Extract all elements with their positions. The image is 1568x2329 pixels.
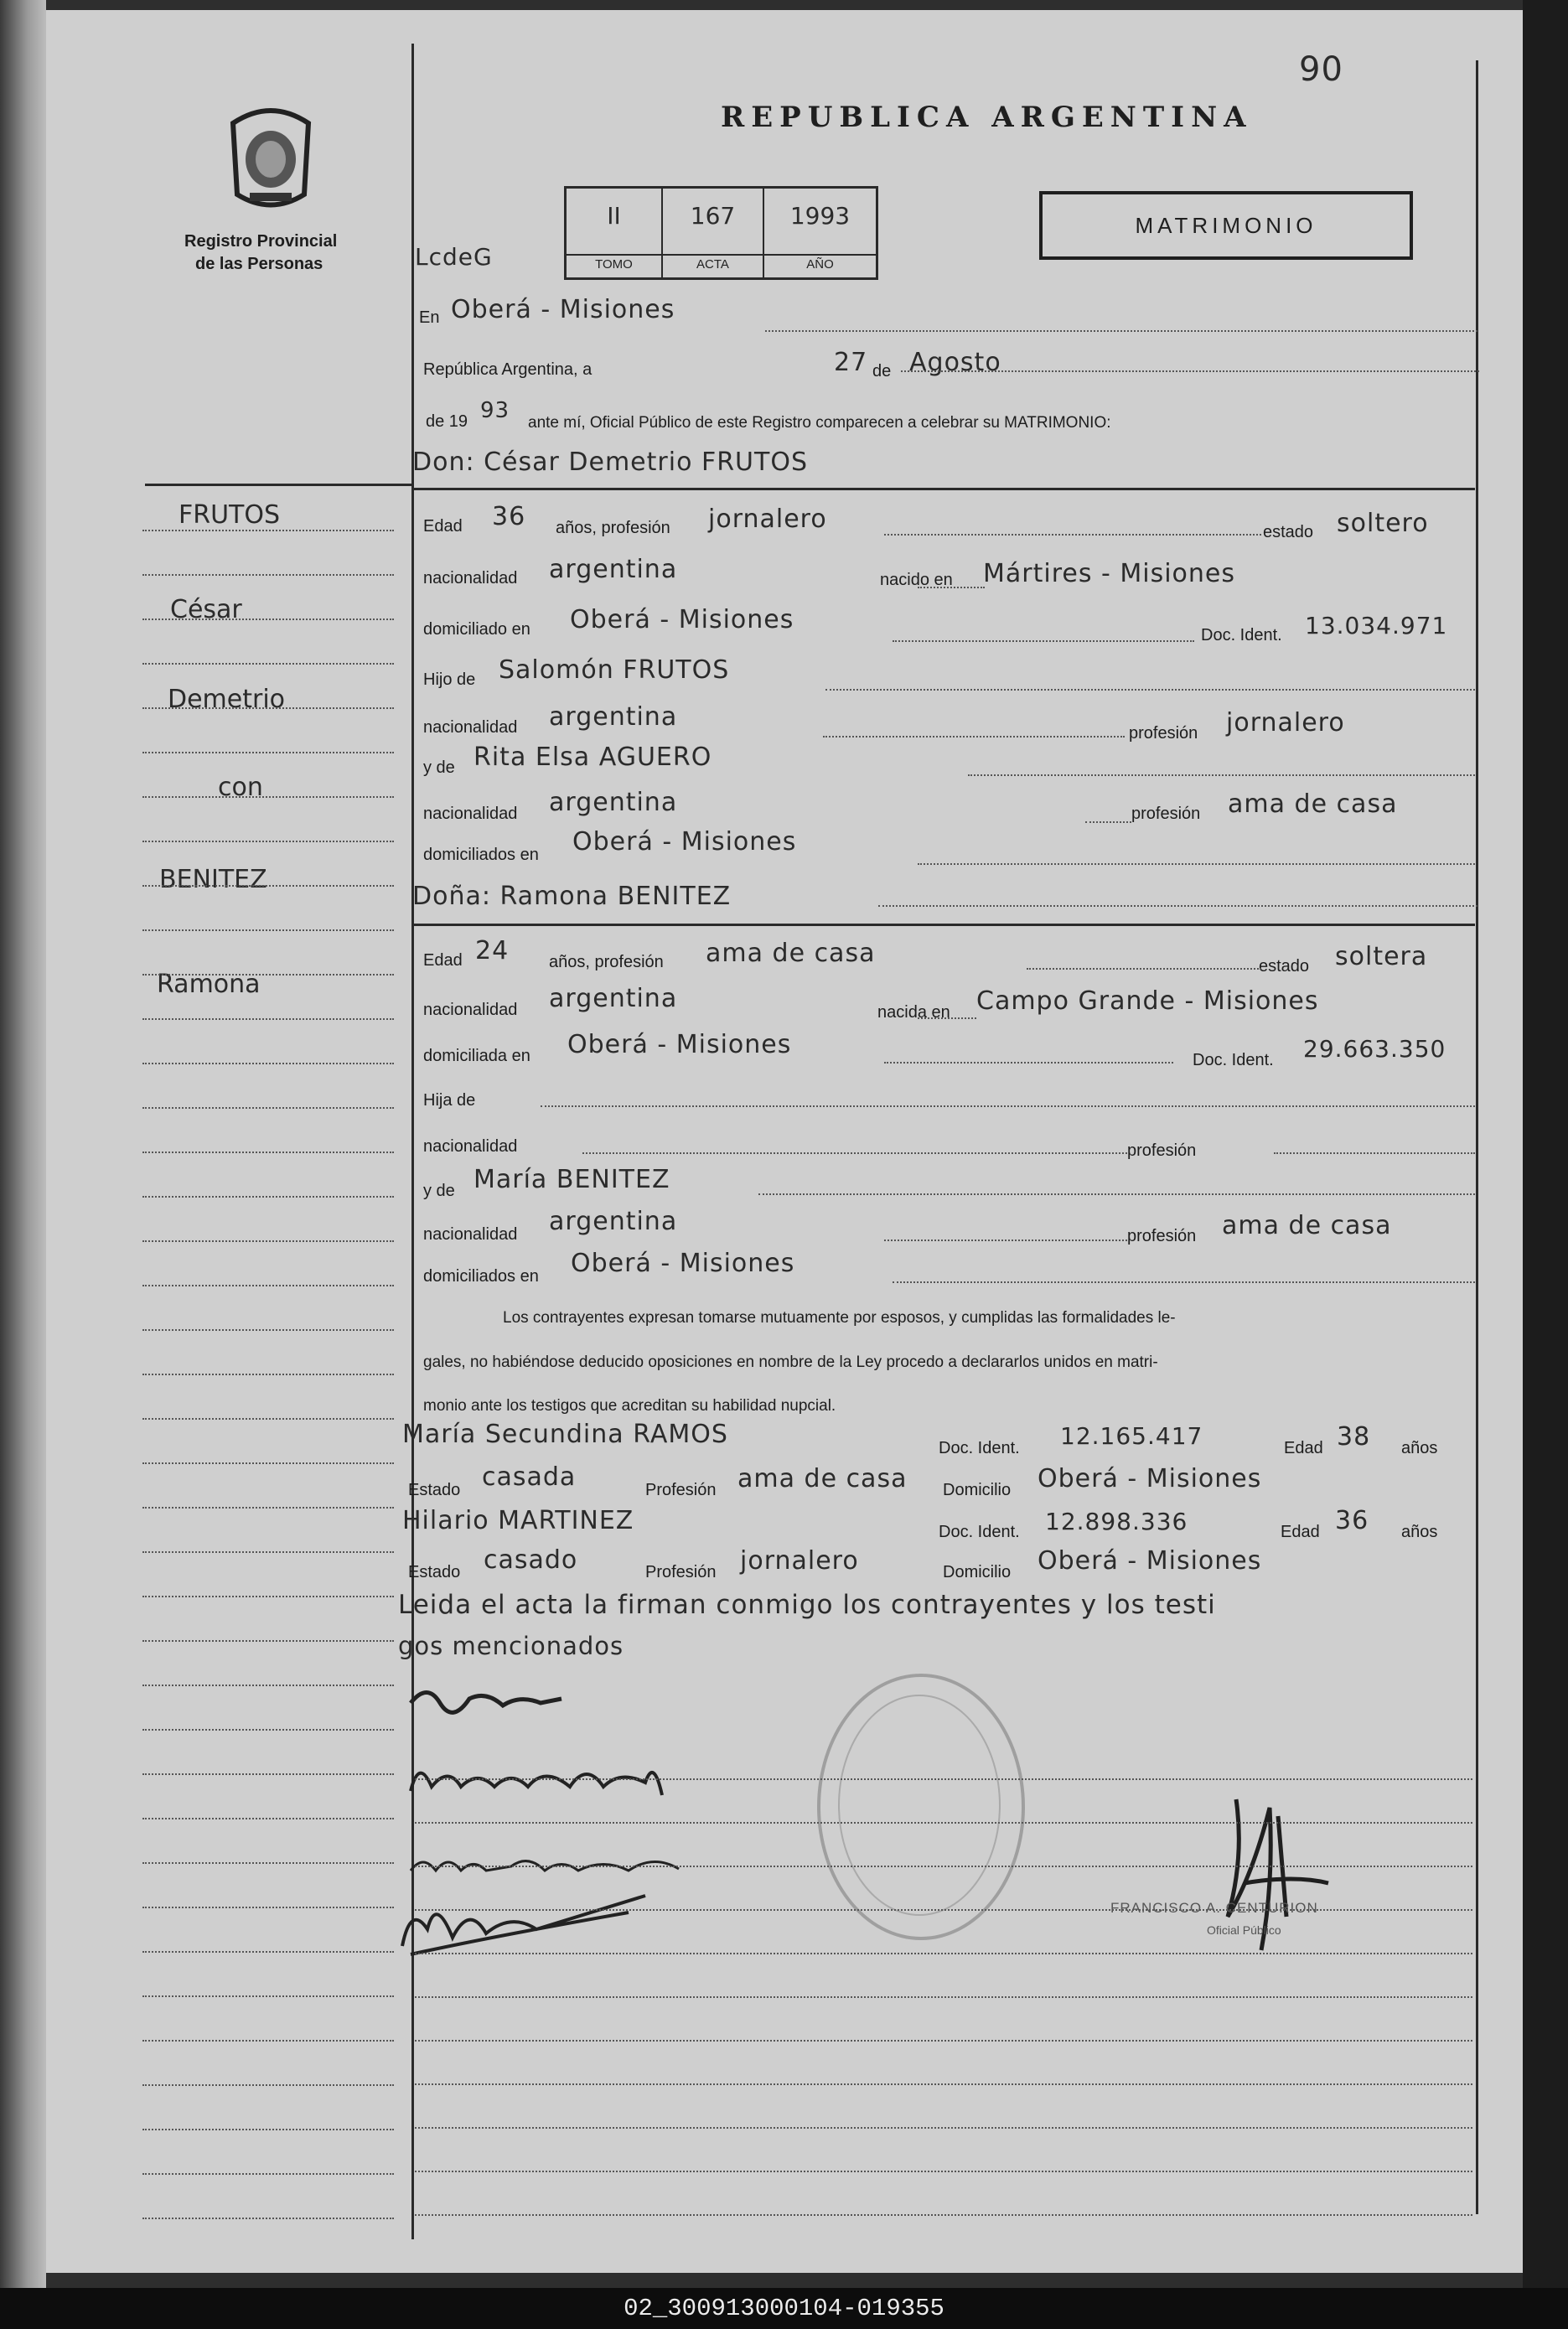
anio-value: 1993 <box>789 202 851 230</box>
official-seal-inner <box>838 1695 1001 1916</box>
margin-firstname-bride: Ramona <box>157 970 261 999</box>
margin-dotted-rule <box>142 1374 394 1375</box>
registry-name-line2: de las Personas <box>195 255 323 273</box>
signature-witness2 <box>386 1879 662 1971</box>
bride-profession: ama de casa <box>706 939 876 968</box>
signature-bride <box>402 1749 721 1816</box>
witness1-profession: ama de casa <box>737 1464 908 1493</box>
groom-mother: Rita Elsa AGUERO <box>474 743 712 772</box>
field-dotted-rule <box>823 736 1125 738</box>
declaration-line1: Los contrayentes expresan tomarse mutuamente por esposos, y cumplidas las formalidades le- <box>503 1309 1176 1327</box>
right-page-edge <box>1523 0 1568 2288</box>
witness1-anos-label: años <box>1401 1439 1438 1457</box>
field-dotted-rule <box>765 330 1477 332</box>
groom-doc: 13.034.971 <box>1305 612 1448 639</box>
bride-edad-label: Edad <box>423 951 463 970</box>
year-suffix: 93 <box>480 398 510 423</box>
groom-anos-prof-label: años, profesión <box>556 519 670 537</box>
declaration-line2: gales, no habiéndose deducido oposiciones en nombre de la Ley procedo a declararlos unidos en matri- <box>423 1353 1158 1371</box>
margin-dotted-rule <box>142 841 394 842</box>
margin-middlename-groom: Demetrio <box>168 685 286 714</box>
bride-father-prof-label: profesión <box>1127 1141 1197 1160</box>
bride-status: soltera <box>1335 942 1428 971</box>
witness1-name: María Secundina RAMOS <box>402 1420 728 1449</box>
bride-birthplace: Campo Grande - Misiones <box>976 986 1319 1016</box>
page-number: 90 <box>1299 50 1343 89</box>
closing-line1: Leida el acta la firman conmigo los contrayentes y los testi <box>398 1590 1216 1620</box>
tomo-value: II <box>607 202 621 230</box>
margin-dotted-rule <box>142 1596 394 1597</box>
field-dotted-rule <box>901 370 1479 372</box>
field-dotted-rule <box>918 1017 976 1019</box>
province-emblem-icon <box>220 94 321 220</box>
bride-doma-label: domiciliada en <box>423 1047 530 1065</box>
margin-dotted-rule <box>142 752 394 753</box>
margin-surname-groom: FRUTOS <box>179 500 281 530</box>
margin-dotted-rule <box>142 574 394 576</box>
en-label: En <box>419 308 440 327</box>
groom-status: soltero <box>1337 509 1429 538</box>
groom-birthplace: Mártires - Misiones <box>983 559 1235 588</box>
act-month: Agosto <box>909 348 1001 377</box>
bride-parents-domicile: Oberá - Misiones <box>571 1249 795 1278</box>
bride-doc: 29.663.350 <box>1303 1035 1446 1063</box>
witness2-age: 36 <box>1335 1506 1369 1535</box>
margin-dotted-rule <box>142 796 394 798</box>
act-day: 27 <box>834 348 868 377</box>
witness1-status: casada <box>482 1462 577 1492</box>
margin-dotted-rule <box>142 663 394 665</box>
acta-value: 167 <box>690 202 736 230</box>
bride-mother-profession: ama de casa <box>1222 1211 1392 1240</box>
margin-dotted-rule <box>142 1018 394 1020</box>
groom-edad-label: Edad <box>423 517 463 536</box>
signature-official <box>1177 1783 1362 1967</box>
field-dotted-rule <box>878 905 1477 907</box>
bride-estado-label: estado <box>1259 957 1310 976</box>
groom-estado-label: estado <box>1263 523 1314 541</box>
witness1-domicilio-label: Domicilio <box>943 1481 1012 1499</box>
witness2-profession: jornalero <box>740 1546 859 1576</box>
official-name: FRANCISCO A. CENTURION <box>1110 1900 1318 1916</box>
groom-father: Salomón FRUTOS <box>499 655 730 685</box>
groom-doms-label: domiciliados en <box>423 846 539 864</box>
anio-cell <box>764 189 876 277</box>
bride-yde-label: y de <box>423 1182 455 1200</box>
bride-mother-nationality: argentina <box>549 1207 678 1236</box>
bride-name: Doña: Ramona BENITEZ <box>412 882 732 911</box>
groom-father-profession: jornalero <box>1226 708 1345 738</box>
bride-doc-label: Doc. Ident. <box>1193 1051 1274 1069</box>
field-dotted-rule <box>884 534 1261 536</box>
margin-dotted-rule <box>142 929 394 931</box>
groom-parents-domicile: Oberá - Misiones <box>572 827 797 857</box>
witness1-domicile: Oberá - Misiones <box>1038 1464 1262 1493</box>
margin-dotted-rule <box>142 1951 394 1953</box>
bride-anos-prof-label: años, profesión <box>549 953 664 971</box>
tomo-acta-anio-box <box>564 186 878 280</box>
margin-dotted-rule <box>142 1196 394 1198</box>
body-dotted-rule <box>415 1866 1472 1867</box>
field-dotted-rule <box>758 1193 1475 1195</box>
right-column-rule <box>1476 60 1478 2214</box>
witness1-age: 38 <box>1337 1422 1371 1452</box>
registry-name-line1: Registro Provincial <box>184 232 338 251</box>
body-dotted-rule <box>415 1822 1472 1824</box>
groom-mother-profession: ama de casa <box>1228 789 1398 819</box>
groom-name: Don: César Demetrio FRUTOS <box>412 448 809 477</box>
margin-dotted-rule <box>142 885 394 887</box>
groom-dom-label: domiciliado en <box>423 620 530 639</box>
witness2-edad-label: Edad <box>1281 1523 1320 1541</box>
de-label: de <box>872 362 892 380</box>
margin-dotted-rule <box>142 1329 394 1331</box>
field-dotted-rule <box>968 774 1475 776</box>
witness2-domicilio-label: Domicilio <box>943 1563 1012 1581</box>
margin-dotted-rule <box>142 2040 394 2042</box>
act-place: Oberá - Misiones <box>451 295 675 324</box>
margin-dotted-rule <box>142 1507 394 1509</box>
groom-rule <box>412 488 1475 490</box>
signature-groom <box>402 1674 595 1724</box>
margin-dotted-rule <box>142 1818 394 1819</box>
groom-nationality: argentina <box>549 555 678 584</box>
witness2-status: casado <box>484 1545 578 1575</box>
witness2-profesion-label: Profesión <box>645 1563 717 1581</box>
margin-dotted-rule <box>142 1995 394 1997</box>
bride-doms-label: domiciliados en <box>423 1267 539 1286</box>
margin-dotted-rule <box>142 2084 394 2086</box>
body-dotted-rule <box>415 1996 1472 1998</box>
bride-mother-nac-label: nacionalidad <box>423 1225 518 1244</box>
body-dotted-rule <box>415 2083 1472 2085</box>
body-dotted-rule <box>415 1909 1472 1911</box>
margin-dotted-rule <box>142 1907 394 1908</box>
register-page <box>46 10 1523 2273</box>
bride-mother-prof-label: profesión <box>1127 1227 1197 1245</box>
tomo-cell <box>567 189 663 277</box>
intro-text: ante mí, Oficial Público de este Registro comparecen a celebrar su MATRIMONIO: <box>528 414 1111 432</box>
groom-father-nac-label: nacionalidad <box>423 718 518 737</box>
acta-cell <box>663 189 764 277</box>
groom-hijo-label: Hijo de <box>423 670 476 689</box>
book-code: LcdeG <box>415 243 493 271</box>
field-dotted-rule <box>541 1105 1475 1107</box>
groom-mother-prof-label: profesión <box>1131 805 1201 823</box>
body-dotted-rule <box>415 2214 1472 2216</box>
margin-top-rule <box>145 484 411 486</box>
margin-dotted-rule <box>142 2129 394 2130</box>
field-dotted-rule <box>1027 968 1261 970</box>
bride-nacida-label: nacida en <box>877 1003 950 1022</box>
margin-dotted-rule <box>142 1551 394 1553</box>
bride-age: 24 <box>475 936 510 965</box>
declaration-line3: monio ante los testigos que acreditan su habilidad nupcial. <box>423 1397 836 1415</box>
witness2-anos-label: años <box>1401 1523 1438 1541</box>
body-dotted-rule <box>415 1778 1472 1780</box>
field-dotted-rule <box>893 1281 1475 1283</box>
act-type-box: MATRIMONIO <box>1039 191 1413 260</box>
field-dotted-rule <box>884 1240 1127 1241</box>
witness2-domicile: Oberá - Misiones <box>1038 1546 1262 1576</box>
groom-father-prof-label: profesión <box>1129 724 1198 743</box>
left-page-fold <box>0 0 46 2288</box>
groom-mother-nac-label: nacionalidad <box>423 805 518 823</box>
margin-dotted-rule <box>142 1773 394 1775</box>
official-title: Oficial Público <box>1207 1923 1281 1937</box>
bride-nac-label: nacionalidad <box>423 1001 518 1019</box>
margin-dotted-rule <box>142 618 394 620</box>
witness1-estado-label: Estado <box>408 1481 461 1499</box>
field-dotted-rule <box>918 863 1475 865</box>
witness1-edad-label: Edad <box>1284 1439 1323 1457</box>
margin-dotted-rule <box>142 1729 394 1731</box>
margin-dotted-rule <box>142 1862 394 1864</box>
field-dotted-rule <box>582 1152 1127 1154</box>
bride-father-nac-label: nacionalidad <box>423 1137 518 1156</box>
margin-connector: con <box>218 773 263 802</box>
closing-line2: gos mencionados <box>398 1632 624 1660</box>
margin-dotted-rule <box>142 974 394 976</box>
year-prefix: de 19 <box>426 412 468 431</box>
groom-domicile: Oberá - Misiones <box>570 605 794 634</box>
margin-dotted-rule <box>142 530 394 531</box>
bride-nationality: argentina <box>549 984 678 1013</box>
bride-hija-label: Hija de <box>423 1091 476 1110</box>
field-dotted-rule <box>893 640 1194 642</box>
body-dotted-rule <box>415 1953 1472 1954</box>
tomo-label: TOMO <box>567 254 661 272</box>
margin-dotted-rule <box>142 1107 394 1109</box>
witness1-doc-label: Doc. Ident. <box>939 1439 1020 1457</box>
margin-dotted-rule <box>142 1063 394 1064</box>
field-dotted-rule <box>918 587 985 588</box>
republica-label: República Argentina, a <box>423 360 593 379</box>
margin-dotted-rule <box>142 1640 394 1642</box>
field-dotted-rule <box>825 689 1475 691</box>
witness2-doc-label: Doc. Ident. <box>939 1523 1020 1541</box>
groom-doc-label: Doc. Ident. <box>1201 626 1282 644</box>
anio-label: AÑO <box>764 254 876 272</box>
groom-nac-label: nacionalidad <box>423 569 518 587</box>
witness2-estado-label: Estado <box>408 1563 461 1581</box>
body-dotted-rule <box>415 2171 1472 2172</box>
margin-dotted-rule <box>142 1152 394 1153</box>
margin-dotted-rule <box>142 1418 394 1420</box>
bride-rule <box>412 924 1475 926</box>
margin-firstname-groom: César <box>170 595 242 624</box>
margin-dotted-rule <box>142 2218 394 2219</box>
groom-mother-nationality: argentina <box>549 788 678 817</box>
field-dotted-rule <box>1085 821 1131 823</box>
field-dotted-rule <box>884 1062 1173 1064</box>
margin-dotted-rule <box>142 2173 394 2175</box>
scan-id-footer: 02_300913000104-019355 <box>0 2288 1568 2329</box>
groom-father-nationality: argentina <box>549 702 678 732</box>
witness1-doc: 12.165.417 <box>1060 1422 1203 1450</box>
groom-profession: jornalero <box>708 505 827 534</box>
bride-domicile: Oberá - Misiones <box>567 1030 792 1059</box>
witness2-doc: 12.898.336 <box>1045 1508 1188 1535</box>
margin-dotted-rule <box>142 1240 394 1242</box>
country-title: REPUBLICA ARGENTINA <box>721 101 1253 134</box>
bride-mother: María BENITEZ <box>474 1165 670 1194</box>
margin-dotted-rule <box>142 1285 394 1286</box>
margin-dotted-rule <box>142 707 394 709</box>
groom-yde-label: y de <box>423 758 455 777</box>
witness2-name: Hilario MARTINEZ <box>402 1506 634 1535</box>
acta-label: ACTA <box>663 254 763 272</box>
margin-dotted-rule <box>142 1462 394 1464</box>
groom-nacido-label: nacido en <box>880 571 953 589</box>
field-dotted-rule <box>1274 1152 1475 1154</box>
margin-surname-bride: BENITEZ <box>159 865 267 894</box>
margin-dotted-rule <box>142 1685 394 1686</box>
body-dotted-rule <box>415 2040 1472 2042</box>
witness1-profesion-label: Profesión <box>645 1481 717 1499</box>
body-dotted-rule <box>415 2127 1472 2129</box>
groom-age: 36 <box>492 502 526 531</box>
